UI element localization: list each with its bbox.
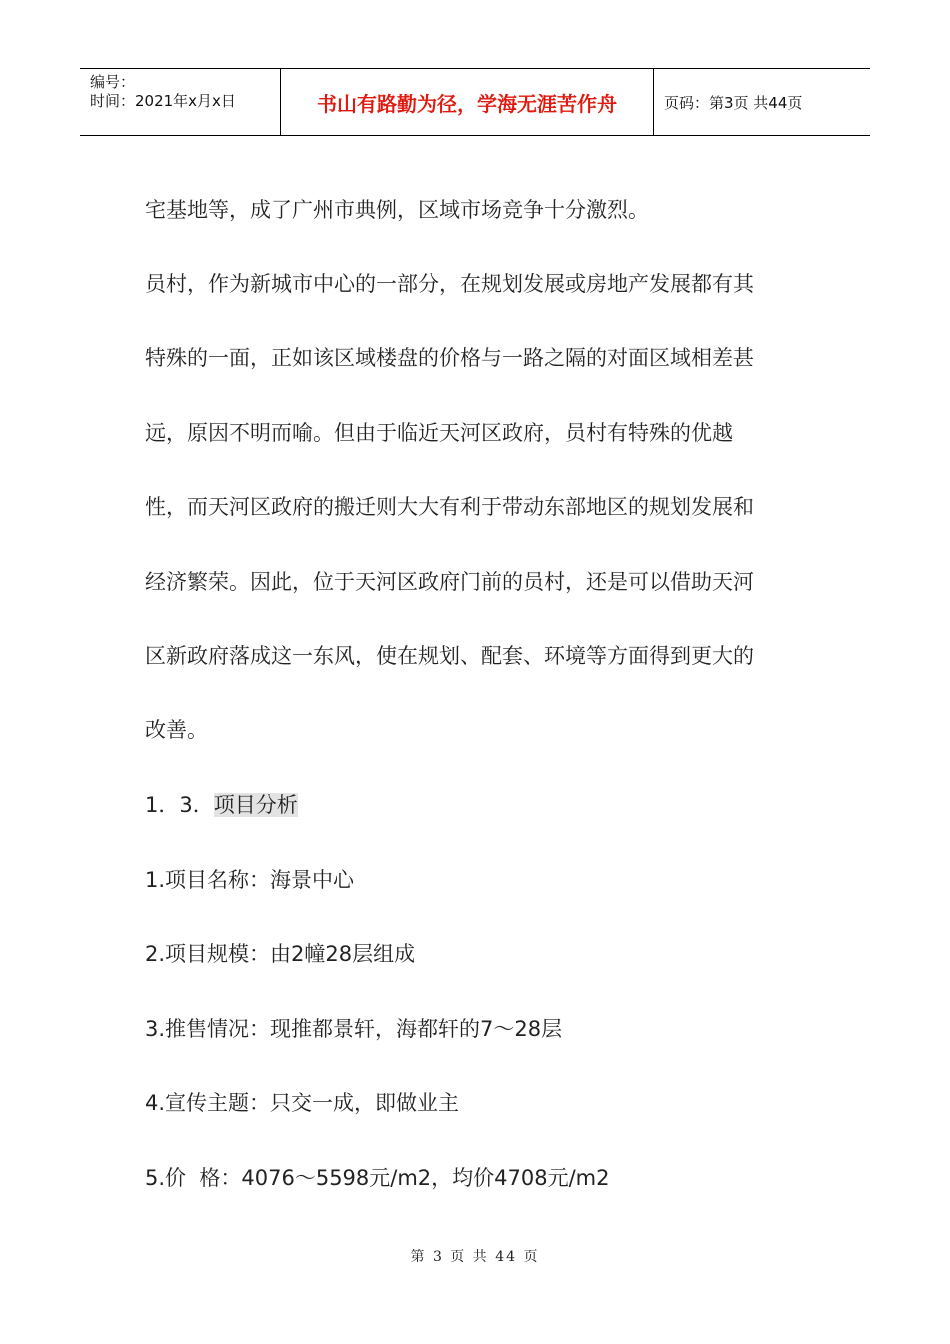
page-footer: 第 3 页 共 44 页 <box>410 1249 540 1265</box>
section-heading <box>145 789 298 819</box>
paragraph-line: 员村，作为新城市中心的一部分，在规划发展或房地产发展都有其 <box>145 272 754 296</box>
list-item: 1.项目名称：海景中心 <box>145 868 355 892</box>
paragraph-line: 特殊的一面，正如该区域楼盘的价格与一路之隔的对面区域相差甚 <box>145 346 754 370</box>
paragraph-line: 性，而天河区政府的搬迁则大大有利于带动东部地区的规划发展和 <box>145 495 754 519</box>
document-header <box>80 68 870 136</box>
header-motto: 书山有路勤为径，学海无涯苦作舟 <box>317 91 617 116</box>
document-date-label: 时间：2021年x月x日 <box>90 92 236 110</box>
list-item: 3.推售情况：现推都景轩，海都轩的7～28层 <box>145 1017 563 1041</box>
paragraph-line: 改善。 <box>145 718 208 742</box>
paragraph-line: 远，原因不明而喻。但由于临近天河区政府，员村有特殊的优越 <box>145 421 733 445</box>
section-number: 1．3． <box>145 793 214 817</box>
header-page-cell <box>654 69 870 135</box>
header-page-info: 页码：第3页 共44页 <box>664 93 803 112</box>
list-item: 4.宣传主题：只交一成，即做业主 <box>145 1091 460 1115</box>
header-meta-cell <box>80 69 281 135</box>
list-item: 5.价 格：4076～5598元/m2，均价4708元/m2 <box>145 1166 610 1190</box>
list-item: 2.项目规模：由2幢28层组成 <box>145 942 416 966</box>
paragraph-line: 宅基地等，成了广州市典例，区域市场竞争十分激烈。 <box>145 198 649 222</box>
paragraph-line: 经济繁荣。因此，位于天河区政府门前的员村，还是可以借助天河 <box>145 570 754 594</box>
document-number-label: 编号： <box>90 73 136 91</box>
paragraph-line: 区新政府落成这一东风，使在规划、配套、环境等方面得到更大的 <box>145 644 754 668</box>
header-motto-cell <box>281 69 654 135</box>
section-title: 项目分析 <box>213 793 298 817</box>
